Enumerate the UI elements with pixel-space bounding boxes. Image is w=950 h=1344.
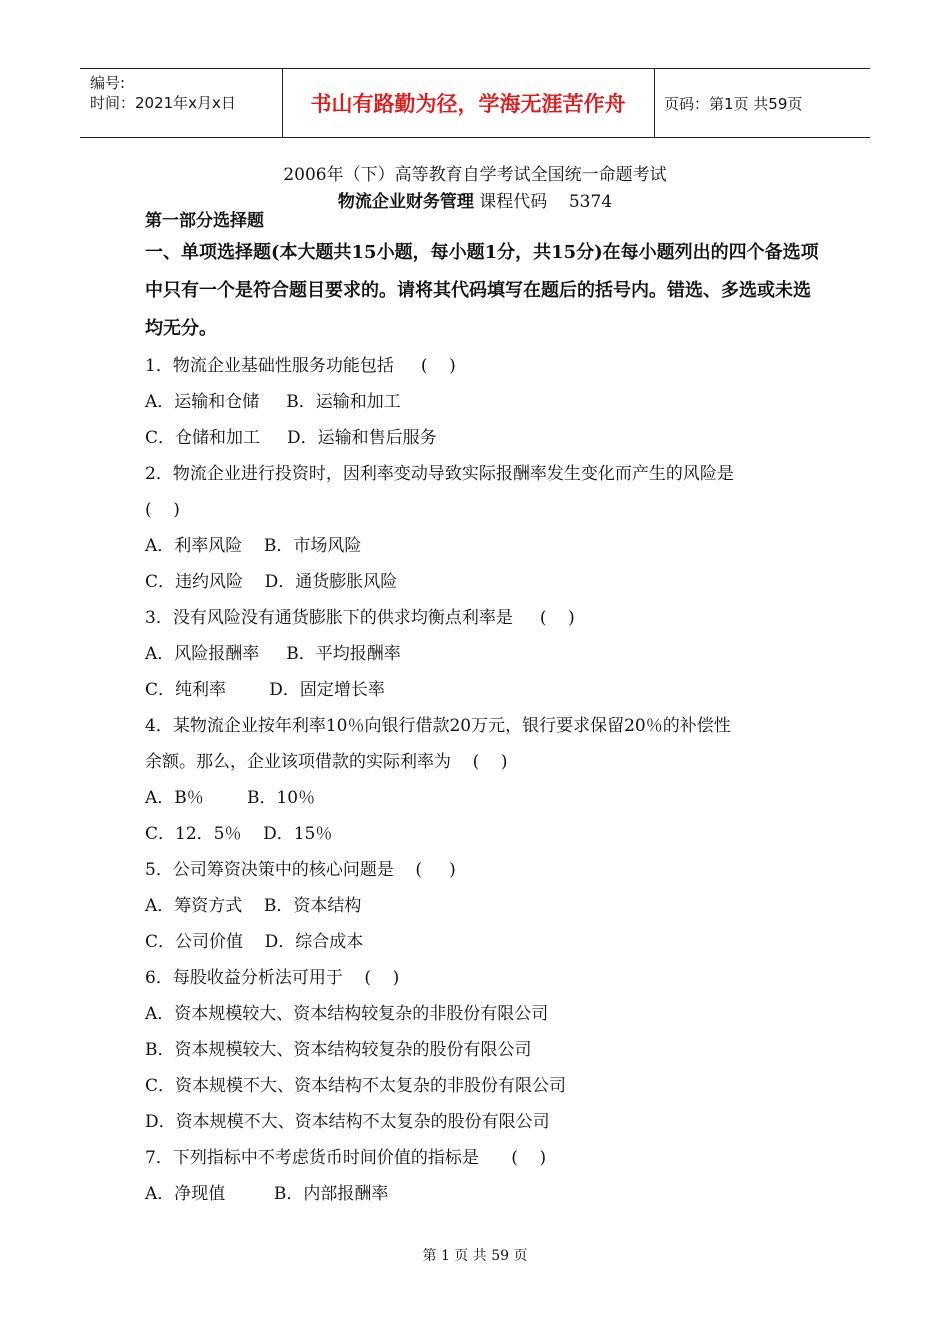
question-line: A．运输和仓储 B．运输和加工 xyxy=(145,392,401,412)
section-heading: 第一部分选择题 xyxy=(145,211,264,231)
question-line: ( ) xyxy=(145,500,180,520)
question-line: B．资本规模较大、资本结构较复杂的股份有限公司 xyxy=(145,1040,532,1060)
document-header xyxy=(80,68,870,138)
question-line: 6．每股收益分析法可用于 ( ) xyxy=(145,968,400,988)
exam-content xyxy=(145,208,825,1212)
question-line: A．B％ B．10％ xyxy=(145,788,316,808)
motto: 书山有路勤为径，学海无涯苦作舟 xyxy=(310,92,626,116)
question-line: C．资本规模不大、资本结构不太复杂的非股份有限公司 xyxy=(145,1076,567,1096)
question-line: A．资本规模较大、资本结构较复杂的非股份有限公司 xyxy=(145,1004,549,1024)
question-line: A．风险报酬率 B．平均报酬率 xyxy=(145,644,401,664)
question-line: C．12．5％ D．15％ xyxy=(145,824,333,844)
header-divider xyxy=(654,69,655,137)
question-line: 2．物流企业进行投资时，因利率变动导致实际报酬率发生变化而产生的风险是 xyxy=(145,464,734,484)
question-line: 7．下列指标中不考虑货币时间价值的指标是 ( ) xyxy=(145,1148,547,1168)
question-line: C．公司价值 D．综合成本 xyxy=(145,932,364,952)
page-info: 页码：第1页 共59页 xyxy=(664,94,803,113)
question-line: C．违约风险 D．通货膨胀风险 xyxy=(145,572,398,592)
question-line: D．资本规模不大、资本结构不太复杂的股份有限公司 xyxy=(145,1112,550,1132)
instruction-text: 一、单项选择题(本大题共15小题，每小题1分，共15分)在每小题列出的四个备选项中只有一个是符合题目要求的。请将其代码填写在题后的括号内。错选、多选或未选均无分。 xyxy=(145,242,819,339)
time-label: 时间：2021年x月x日 xyxy=(90,94,236,112)
question-list xyxy=(145,348,825,1212)
question-line: 1．物流企业基础性服务功能包括 ( ) xyxy=(145,356,456,376)
course-code: 课程代码 5374 xyxy=(479,192,613,212)
question-line: 4．某物流企业按年利率10％向银行借款20万元，银行要求保留20％的补偿性 xyxy=(145,716,731,736)
number-label: 编号: xyxy=(90,74,126,92)
course-name: 物流企业财务管理 xyxy=(337,192,474,212)
header-left-cell xyxy=(90,73,236,113)
question-line: 余额。那么，企业该项借款的实际利率为 ( ) xyxy=(145,752,508,772)
page-footer: 第 1 页 共 59 页 xyxy=(422,1248,528,1264)
question-line: A．利率风险 B．市场风险 xyxy=(145,536,362,556)
question-line: 5．公司筹资决策中的核心问题是 ( ) xyxy=(145,860,456,880)
question-line: A．净现值 B．内部报酬率 xyxy=(145,1184,389,1204)
question-line: C．仓储和加工 D．运输和售后服务 xyxy=(145,428,437,448)
exam-title: 2006年（下）高等教育自学考试全国统一命题考试 xyxy=(283,165,667,185)
question-line: C．纯利率 D．固定增长率 xyxy=(145,680,385,700)
question-line: 3．没有风险没有通货膨胀下的供求均衡点利率是 ( ) xyxy=(145,608,575,628)
question-line: A．筹资方式 B．资本结构 xyxy=(145,896,362,916)
